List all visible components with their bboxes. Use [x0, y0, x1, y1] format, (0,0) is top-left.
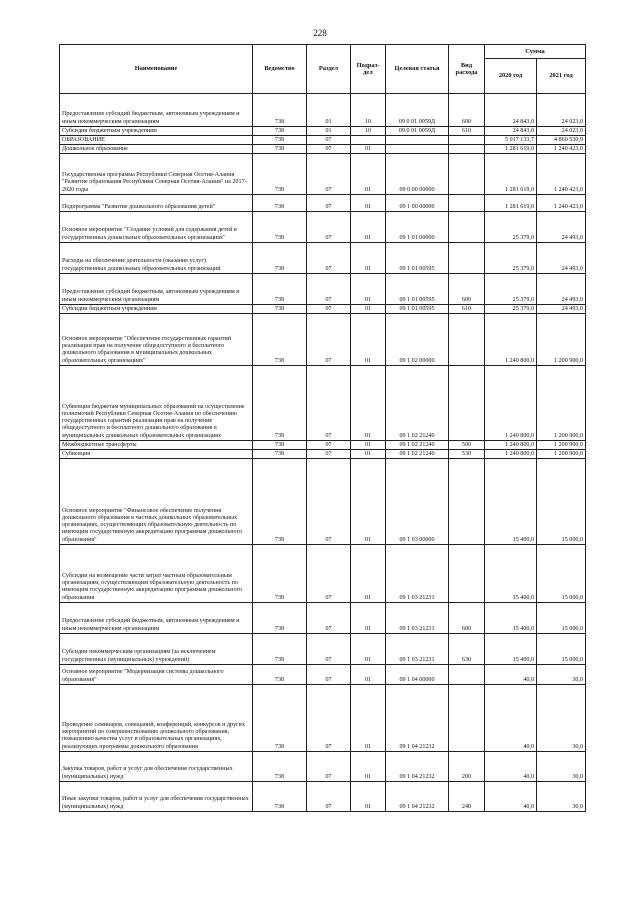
row-amount-2021: 4 860 530,9 [537, 136, 586, 145]
row-amount-2021: 1 200 900,0 [537, 450, 586, 459]
header-target: Целевая статья [386, 45, 449, 94]
table-row [60, 136, 586, 145]
row-amount-2021: 24 493,0 [537, 212, 586, 243]
row-dept: 738 [253, 243, 307, 274]
row-amount-2020: 25 379,0 [485, 212, 537, 243]
row-dept: 738 [253, 450, 307, 459]
row-dept: 738 [253, 366, 307, 441]
row-target: 09 1 03 21231 [386, 603, 449, 634]
row-section: 07 [307, 366, 351, 441]
row-expense: 610 [449, 305, 485, 314]
row-amount-2020: 25 379,0 [485, 274, 537, 305]
row-expense [449, 154, 485, 195]
row-amount-2020: 24 843,0 [485, 94, 537, 127]
row-section: 07 [307, 145, 351, 154]
row-amount-2020: 1 240 800,0 [485, 366, 537, 441]
row-target: 09 1 01 00000 [386, 212, 449, 243]
row-subsection: 01 [351, 366, 386, 441]
row-amount-2021: 1 200 900,0 [537, 314, 586, 366]
row-expense [449, 212, 485, 243]
row-name: Предоставление субсидий бюджетным, автономным учреждениям и иным некоммерческим организациям [60, 603, 253, 634]
table-body [60, 94, 586, 812]
row-dept: 738 [253, 136, 307, 145]
row-dept: 738 [253, 314, 307, 366]
table-row [60, 545, 586, 603]
row-target: 09 1 03 21231 [386, 634, 449, 665]
header-expense: Вид расхода [449, 45, 485, 94]
row-amount-2020: 1 281 619,0 [485, 145, 537, 154]
table-row [60, 685, 586, 752]
row-section: 07 [307, 545, 351, 603]
row-amount-2020: 24 843,0 [485, 127, 537, 136]
row-target: 09 1 04 21232 [386, 782, 449, 812]
row-dept: 738 [253, 127, 307, 136]
row-target: 09 1 01 00595 [386, 243, 449, 274]
row-section: 07 [307, 154, 351, 195]
row-target: 09 1 02 21240 [386, 450, 449, 459]
table-row [60, 665, 586, 685]
row-name: Субвенции [60, 450, 253, 459]
row-amount-2021: 15 000,0 [537, 634, 586, 665]
row-name: Основное мероприятие "Модернизация системы дошкольного образования" [60, 665, 253, 685]
row-expense: 500 [449, 441, 485, 450]
row-amount-2020: 15 400,0 [485, 545, 537, 603]
row-amount-2021: 30,0 [537, 685, 586, 752]
row-name: ОБРАЗОВАНИЕ [60, 136, 253, 145]
row-dept: 738 [253, 603, 307, 634]
header-dept: Ведомство [253, 45, 307, 94]
row-subsection: 10 [351, 94, 386, 127]
row-section: 01 [307, 94, 351, 127]
row-section: 07 [307, 752, 351, 782]
row-target: 09 1 04 21232 [386, 685, 449, 752]
row-section: 07 [307, 441, 351, 450]
row-section: 07 [307, 195, 351, 212]
page-number: 228 [313, 28, 327, 38]
row-expense: 600 [449, 603, 485, 634]
row-target [386, 136, 449, 145]
table-row [60, 366, 586, 441]
row-subsection: 01 [351, 782, 386, 812]
row-target: 09 1 02 00000 [386, 314, 449, 366]
row-expense [449, 459, 485, 545]
table-row [60, 459, 586, 545]
header-sum: Сумма [485, 45, 586, 59]
table-row [60, 243, 586, 274]
row-subsection: 01 [351, 314, 386, 366]
row-subsection: 10 [351, 127, 386, 136]
row-amount-2021: 1 200 900,0 [537, 366, 586, 441]
row-amount-2020: 40,0 [485, 685, 537, 752]
row-amount-2021: 24 493,0 [537, 274, 586, 305]
row-expense [449, 665, 485, 685]
row-dept: 738 [253, 685, 307, 752]
row-amount-2021: 30,0 [537, 752, 586, 782]
row-section: 07 [307, 459, 351, 545]
row-amount-2021: 1 240 423,0 [537, 154, 586, 195]
row-section: 07 [307, 305, 351, 314]
row-target: 09 1 01 00595 [386, 274, 449, 305]
row-subsection: 01 [351, 450, 386, 459]
row-subsection: 01 [351, 441, 386, 450]
row-section: 07 [307, 136, 351, 145]
row-amount-2020: 5 017 133,7 [485, 136, 537, 145]
row-amount-2021: 15 000,0 [537, 545, 586, 603]
row-section: 07 [307, 212, 351, 243]
table-row [60, 314, 586, 366]
row-expense: 600 [449, 94, 485, 127]
row-amount-2021: 15 000,0 [537, 459, 586, 545]
row-amount-2020: 1 240 800,0 [485, 450, 537, 459]
row-target: 09 1 00 00000 [386, 195, 449, 212]
row-amount-2020: 40,0 [485, 752, 537, 782]
row-expense [449, 545, 485, 603]
row-subsection [351, 136, 386, 145]
row-amount-2020: 25 379,0 [485, 305, 537, 314]
table-row [60, 305, 586, 314]
table-row [60, 212, 586, 243]
row-subsection: 01 [351, 305, 386, 314]
row-subsection: 01 [351, 145, 386, 154]
row-amount-2020: 15 400,0 [485, 603, 537, 634]
row-subsection: 01 [351, 685, 386, 752]
row-amount-2021: 24 493,0 [537, 243, 586, 274]
row-amount-2021: 1 240 423,0 [537, 145, 586, 154]
row-expense [449, 195, 485, 212]
header-year-2020: 2020 год [485, 59, 537, 94]
table-row [60, 752, 586, 782]
row-name: Дошкольное образование [60, 145, 253, 154]
row-amount-2021: 24 023,0 [537, 127, 586, 136]
table-row [60, 154, 586, 195]
table-row [60, 441, 586, 450]
row-subsection: 01 [351, 665, 386, 685]
row-name: Предоставление субсидий бюджетным, автономным учреждениям и иным некоммерческим организациям [60, 94, 253, 127]
row-amount-2021: 1 200 900,0 [537, 441, 586, 450]
row-expense [449, 243, 485, 274]
row-dept: 738 [253, 752, 307, 782]
row-amount-2020: 25 379,0 [485, 243, 537, 274]
row-subsection: 01 [351, 212, 386, 243]
row-target: 09 0 01 0059Д [386, 127, 449, 136]
row-section: 07 [307, 314, 351, 366]
row-subsection: 01 [351, 243, 386, 274]
row-name: Субсидии некоммерческим организациям (за исключением государственных (муниципальных) учреждений) [60, 634, 253, 665]
row-expense [449, 136, 485, 145]
row-section: 01 [307, 127, 351, 136]
row-dept: 738 [253, 274, 307, 305]
row-amount-2020: 15 400,0 [485, 459, 537, 545]
row-target: 09 1 04 21232 [386, 752, 449, 782]
table-row [60, 274, 586, 305]
row-section: 07 [307, 450, 351, 459]
row-amount-2020: 1 240 800,0 [485, 314, 537, 366]
row-name: Субсидии на возмещение части затрат частным образовательным организациям, осуществляющим образовательную деятельность по имеющим государственную аккредитацию программам дошкольного образования [60, 545, 253, 603]
row-section: 07 [307, 603, 351, 634]
row-expense [449, 685, 485, 752]
row-amount-2020: 40,0 [485, 665, 537, 685]
table-row [60, 603, 586, 634]
row-name: Подпрограмма "Развитие дошкольного образования детей" [60, 195, 253, 212]
row-name: Расходы на обеспечение деятельности (оказание услуг) государственных дошкольных образовательных организаций [60, 243, 253, 274]
row-name: Закупка товаров, работ и услуг для обеспечения государственных (муниципальных) нужд [60, 752, 253, 782]
row-dept: 738 [253, 154, 307, 195]
header-year-2021: 2021 год [537, 59, 586, 94]
row-target: 09 1 01 00595 [386, 305, 449, 314]
table-row [60, 450, 586, 459]
row-amount-2020: 1 281 619,0 [485, 195, 537, 212]
row-amount-2020: 15 400,0 [485, 634, 537, 665]
row-dept: 738 [253, 212, 307, 243]
row-name: Иные закупки товаров, работ и услуг для обеспечения государственных (муниципальных) нужд [60, 782, 253, 812]
row-name: Основное мероприятие "Финансовое обеспечение получения дошкольного образования в частных дошкольных образовательных организациях, осуществляющих образовательную деятельность по имеющим государственную аккредитацию программам дошкольного образования" [60, 459, 253, 545]
row-target: 09 0 00 00000 [386, 154, 449, 195]
row-amount-2021: 30,0 [537, 665, 586, 685]
row-dept: 738 [253, 441, 307, 450]
row-dept: 738 [253, 545, 307, 603]
row-expense: 530 [449, 450, 485, 459]
row-section: 07 [307, 243, 351, 274]
row-amount-2020: 1 240 800,0 [485, 441, 537, 450]
row-target: 09 1 03 00000 [386, 459, 449, 545]
table-row [60, 195, 586, 212]
row-subsection: 01 [351, 634, 386, 665]
row-amount-2021: 24 493,0 [537, 305, 586, 314]
table-row [60, 634, 586, 665]
row-name: Проведение семинаров, совещаний, конференций, конкурсов и других мероприятий по совершенствованию дошкольного образования, повышению качества услуг в образовательных организациях, реализующих программы дошкольного образования [60, 685, 253, 752]
row-target: 09 0 01 0059Д [386, 94, 449, 127]
row-expense [449, 366, 485, 441]
row-dept: 738 [253, 305, 307, 314]
row-target: 09 1 02 21240 [386, 366, 449, 441]
row-name: Межбюджетные трансферты [60, 441, 253, 450]
row-expense: 630 [449, 634, 485, 665]
row-subsection: 01 [351, 752, 386, 782]
row-dept: 738 [253, 459, 307, 545]
table-row [60, 127, 586, 136]
row-dept: 738 [253, 782, 307, 812]
row-amount-2021: 30,0 [537, 782, 586, 812]
row-expense: 600 [449, 274, 485, 305]
row-dept: 738 [253, 665, 307, 685]
row-amount-2021: 24 023,0 [537, 94, 586, 127]
row-name: Субсидии бюджетным учреждениям [60, 305, 253, 314]
row-dept: 738 [253, 195, 307, 212]
row-name: Основное мероприятие "Создание условий для содержания детей в государственных дошкольных образовательных организациях" [60, 212, 253, 243]
row-subsection: 01 [351, 459, 386, 545]
row-expense [449, 145, 485, 154]
table-row [60, 94, 586, 127]
row-subsection: 01 [351, 274, 386, 305]
row-section: 07 [307, 634, 351, 665]
row-amount-2020: 40,0 [485, 782, 537, 812]
table-row [60, 782, 586, 812]
row-expense: 240 [449, 782, 485, 812]
row-target [386, 145, 449, 154]
row-subsection: 01 [351, 545, 386, 603]
row-name: Основное мероприятие "Обеспечение государственных гарантий реализации прав на получение общедоступного и бесплатного дошкольного образования в муниципальных дошкольных образовательных организациях" [60, 314, 253, 366]
row-name: Субсидии бюджетным учреждениям [60, 127, 253, 136]
row-dept: 738 [253, 634, 307, 665]
row-expense: 200 [449, 752, 485, 782]
row-expense: 610 [449, 127, 485, 136]
header-section: Раздел [307, 45, 351, 94]
row-subsection: 01 [351, 603, 386, 634]
table-row [60, 145, 586, 154]
row-section: 07 [307, 274, 351, 305]
row-name: Субвенция бюджетам муниципальных образований на осуществление полномочий Республики Северная Осетия-Алания по обеспечению государственных гарантий реализации прав на получение общедоступного и бесплатного дошкольного образования в муниципальных дошкольных образовательных организациях [60, 366, 253, 441]
header-subsection: Подраз-дел [351, 45, 386, 94]
row-section: 07 [307, 782, 351, 812]
row-subsection: 01 [351, 195, 386, 212]
row-amount-2020: 1 281 619,0 [485, 154, 537, 195]
row-subsection: 01 [351, 154, 386, 195]
budget-table [59, 44, 586, 812]
row-name: Предоставление субсидий бюджетным, автономным учреждениям и иным некоммерческим организациям [60, 274, 253, 305]
row-expense [449, 314, 485, 366]
row-name: Государственная программа Республики Северная Осетия-Алания "Развитие образования Республики Северная Осетия-Алания" на 2017-2020 годы [60, 154, 253, 195]
row-section: 07 [307, 685, 351, 752]
row-dept: 738 [253, 94, 307, 127]
row-section: 07 [307, 665, 351, 685]
header-name: Наименование [60, 45, 253, 94]
row-target: 09 1 03 21231 [386, 545, 449, 603]
row-target: 09 1 04 00000 [386, 665, 449, 685]
row-dept: 738 [253, 145, 307, 154]
row-target: 09 1 02 21240 [386, 441, 449, 450]
row-amount-2021: 15 000,0 [537, 603, 586, 634]
row-amount-2021: 1 240 423,0 [537, 195, 586, 212]
